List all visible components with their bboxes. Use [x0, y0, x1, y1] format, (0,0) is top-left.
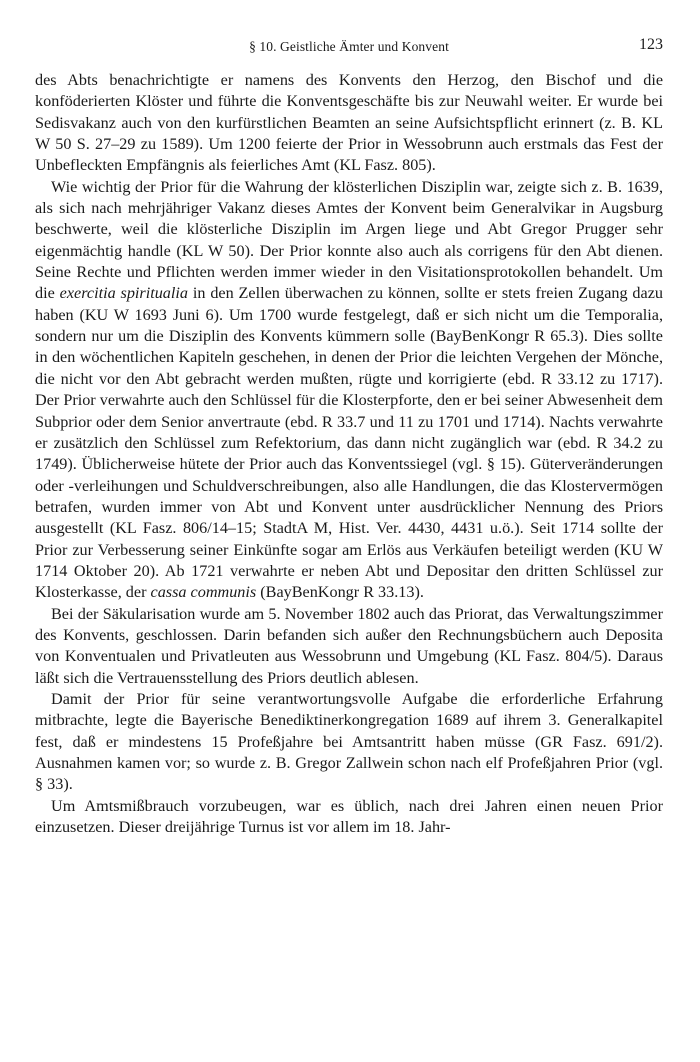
body-text — [35, 70, 663, 838]
italic-term: cassa communis — [150, 583, 257, 602]
paragraph — [35, 689, 663, 796]
paragraph — [35, 70, 663, 177]
paragraph — [35, 796, 663, 839]
italic-term: exercitia spiritualia — [59, 284, 188, 303]
paragraph — [35, 177, 663, 604]
paragraph — [35, 604, 663, 689]
running-head: § 10. Geistliche Ämter und Konvent — [249, 39, 449, 54]
page-number: 123 — [639, 36, 663, 53]
text-segment: Bei der Säkularisation wurde am 5. November 1802 auch das Priorat, das Verwaltungszimmer des Konvents, geschlossen. Darin befanden sich außer den Rechnungsbüchern auch Deposita von Konventualen und Privatleuten aus Wessobrunn und Umgebung (KL Fasz. 804/5). Daraus läßt sich die Vertrauensstellung des Priors deutlich ablesen. — [35, 604, 663, 687]
page-header — [35, 36, 663, 58]
text-segment: des Abts benachrichtigte er namens des Konvents den Herzog, den Bischof und die konföderierten Klöster und führte die Konventsgeschäfte bis zur Neuwahl weiter. Er wurde bei Sedisvakanz auch von den kurfürstlichen Beamten an seine Aufsichtspflicht erinnert (z. B. KL W 50 S. 27–29 zu 1589). Um 1200 feierte der Prior in Wessobrunn auch erstmals das Fest der Unbefleckten Empfängnis als feierliches Amt (KL Fasz. 805). — [35, 71, 663, 175]
text-segment: Wie wichtig der Prior für die Wahrung der klösterlichen Disziplin war, zeigte sich z. B. 1639, als sich nach mehrjähriger Vakanz dieses Amtes der Konvent beim Generalvikar in Augsburg beschwerte, weil die klösterliche Disziplin im Argen liege und Abt Gregor Prugger sehr eigenmächtig handle (KL W 50). Der Prior konnte also auch als corrigens für den Abt dienen. Seine Rechte und Pflichten werden immer wieder in den Visitationsprotokollen behandelt. Um die — [35, 177, 663, 303]
text-segment: Um Amtsmißbrauch vorzubeugen, war es üblich, nach drei Jahren einen neuen Prior einzusetzen. Dieser dreijährige Turnus ist vor allem im 18. Jahr- — [35, 796, 663, 837]
text-segment: in den Zellen überwachen zu können, sollte er stets freien Zugang dazu haben (KU W 1693 Juni 6). Um 1700 wurde festgelegt, daß er sich nicht um die Temporalia, sondern nur um die Disziplin des Konvents kümmern solle (BayBenKongr R 65.3). Dies sollte in den wöchentlichen Kapiteln geschehen, in denen der Prior die leichten Vergehen der Mönche, die nicht vor den Abt gebracht werden mußten, rügte und korrigierte (ebd. R 33.12 zu 1717). Der Prior verwahrte auch den Schlüssel für die Klosterpforte, den er bei seiner Abwesenheit dem Subprior oder dem Senior anvertraute (ebd. R 33.7 und 11 zu 1701 und 1714). Nachts verwahrte er zusätzlich den Schlüssel zum Refektorium, das dann nicht zugänglich war (ebd. R 34.2 zu 1749). Üblicherweise hütete der Prior auch das Konventssiegel (vgl. § 15). Güterveränderungen oder -verleihungen und Schuldverschreibungen, also alle Handlungen, die das Klostervermögen betrafen, wurden immer von Abt und Konvent unter ausdrücklicher Nennung des Priors ausgestellt (KL Fasz. 806/14–15; StadtA M, Hist. Ver. 4430, 4431 u.ö.). Seit 1714 sollte der Prior zur Verbesserung seiner Einkünfte sogar am Erlös aus Verkäufen beteiligt werden (KU W 1714 Oktober 20). Ab 1721 verwahrte er neben Abt und Depositar den dritten Schlüssel zur Klosterkasse, der — [35, 284, 663, 602]
text-segment: (BayBenKongr R 33.13). — [256, 583, 424, 602]
text-segment: Damit der Prior für seine verantwortungsvolle Aufgabe die erforderliche Erfahrung mitbrachte, legte die Bayerische Benediktinerkongregation 1689 auf ihrem 3. Generalkapitel fest, daß er mindestens 15 Profeßjahre bei Amtsantritt haben müsse (GR Fasz. 691/2). Ausnahmen kamen vor; so wurde z. B. Gregor Zallwein schon nach elf Profeßjahren Prior (vgl. § 33). — [35, 689, 663, 794]
